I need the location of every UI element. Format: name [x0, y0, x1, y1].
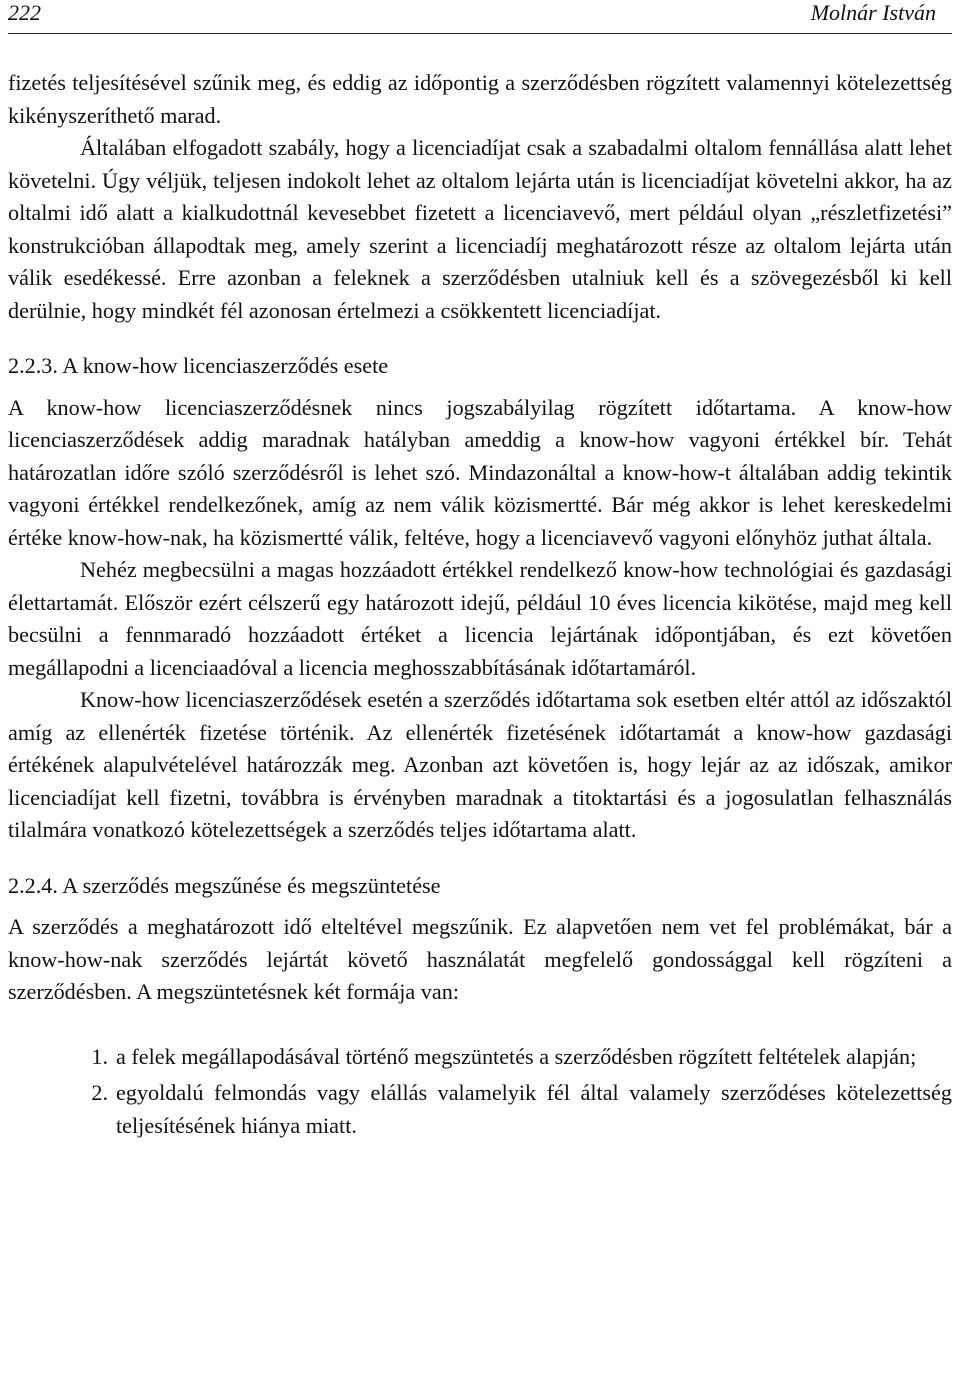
- page-content: [8, 67, 952, 1146]
- paragraph-termination: A szerződés a meghatározott idő elteltével megszűnik. Ez alapvetően nem vet fel problémákat, bár a know-how-nak szerződés lejártát követő használatát megfelelő gondossággal kell rögzíteni a szerződésben. A megszüntetésnek két formája van:: [8, 914, 952, 1004]
- list-item-text: a felek megállapodásával történő megszüntetés a szerződésben rögzített feltételek alapján;: [116, 1043, 917, 1069]
- document-page: [8, 0, 952, 1138]
- list-item-number: 2.: [91, 1080, 108, 1105]
- running-header: [8, 0, 952, 34]
- paragraph-continuation: fizetés teljesítésével szűnik meg, és eddig az időpontig a szerződésben rögzített valamennyi kötelezettség kikényszeríthető marad.: [8, 70, 952, 128]
- section-heading-2-2-4: 2.2.4. A szerződés megszűnése és megszüntetése: [8, 872, 441, 898]
- termination-forms-list: [8, 1041, 952, 1143]
- paragraph-knowhow-payment: Know-how licenciaszerződések esetén a szerződés időtartama sok esetben eltér attól az időszaktól amíg az ellenérték fizetése történik. Az ellenérték fizetésének időtartamát a know-how gazdasági értékének alapulvételével határozzák meg. Azonban azt követően is, hogy lejár az az időszak, amikor licenciadíjat kell fizetni, továbbra is érvényben maradnak a titoktartási és a jogosulatlan felhasználás tilalmára vonatkozó kötelezettségek a szerződés teljes időtartama alatt.: [8, 687, 952, 842]
- list-item: [8, 1077, 952, 1142]
- list-item-text: egyoldalú felmondás vagy elállás valamelyik fél által valamely szerződéses kötelezettség teljesítésének hiánya miatt.: [116, 1080, 952, 1138]
- list-item: [8, 1041, 952, 1074]
- paragraph-knowhow-lifetime: Nehéz megbecsülni a magas hozzáadott értékkel rendelkező know-how technológiai és gazdasági élettartamát. Először ezért célszerű egy határozott idejű, például 10 éves licencia kikötése, majd meg kell becsülni a fennmaradó hozzáadott értéket a licencia lejártának időpontjában, és ezt követően megállapodni a licenciaadóval a licencia meghosszabbításának időtartamáról.: [8, 557, 952, 680]
- paragraph-knowhow-duration: A know-how licenciaszerződésnek nincs jogszabályilag rögzített időtartama. A know-how licenciaszerződések addig maradnak hatályban ameddig a know-how vagyoni értékkel bír. Tehát határozatlan időre szóló szerződésről is lehet szó. Mindazonáltal a know-how-t általában addig tekintik vagyoni értékkel rendelkezőnek, amíg az nem válik közismertté. Bár még akkor is lehet kereskedelmi értéke know-how-nak, ha közismertté válik, feltéve, hogy a licenciavevő vagyoni előnyhöz juthat általa.: [8, 394, 952, 550]
- list-item-number: 1.: [91, 1043, 108, 1069]
- running-title: Molnár István: [810, 0, 936, 25]
- section-heading-2-2-3: 2.2.3. A know-how licenciaszerződés esete: [8, 353, 389, 378]
- page-number: 222: [8, 0, 41, 25]
- paragraph-license-fee: Általában elfogadott szabály, hogy a licenciadíjat csak a szabadalmi oltalom fennállása alatt lehet követelni. Úgy véljük, teljesen indokolt lehet az oltalom lejárta után is licenciadíjat követelni akkor, ha az oltalmi idő alatt a kialkudottnál kevesebbet fizetett a licenciavevő, mert például olyan „részletfizetési” konstrukcióban állapodtak meg, amely szerint a licenciadíj meghatározott része az oltalom lejárta után válik esedékessé. Erre azonban a feleknek a szerződésben utalniuk kell és a szövegezésből ki kell derülnie, hogy mindkét fél azonosan értelmezi a csökkentett licenciadíjat.: [8, 135, 952, 323]
